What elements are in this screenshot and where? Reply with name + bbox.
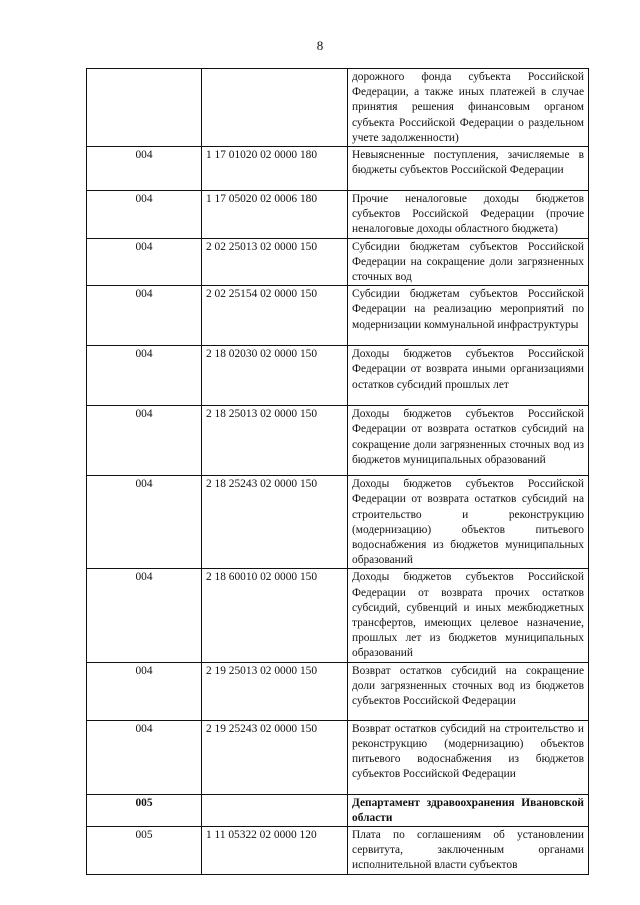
description-cell: Невыясненные поступления, зачисляемые в бюджеты субъектов Российской Федерации [348,147,589,191]
budget-code-cell: 2 18 60010 02 0000 150 [202,569,348,662]
table-row [87,476,589,569]
budget-code-cell: 1 17 05020 02 0006 180 [202,191,348,239]
description-cell: Субсидии бюджетам субъектов Российской Федерации на сокращение доли загрязненных сточных вод [348,238,589,286]
table-row [87,662,589,720]
budget-code-cell: 1 11 05322 02 0000 120 [202,827,348,875]
admin-code-cell: 005 [87,794,202,826]
table-row [87,69,589,147]
description-cell: дорожного фонда субъекта Российской Федерации, а также иных платежей в случае принятия решения финансовым органом субъекта Российской Федерации о раздельном учете задолженности) [348,69,589,147]
table-row [87,720,589,794]
description-cell: Возврат остатков субсидий на строительство и реконструкцию (модернизацию) объектов питьевого водоснабжения из бюджетов субъектов Российской Федерации [348,720,589,794]
admin-code-cell [87,69,202,147]
budget-code-cell: 2 19 25243 02 0000 150 [202,720,348,794]
admin-code-cell: 004 [87,406,202,476]
table-row [87,346,589,406]
revenue-codes-table [86,68,589,875]
table-row [87,406,589,476]
description-cell: Возврат остатков субсидий на сокращение доли загрязненных сточных вод из бюджетов субъектов Российской Федерации [348,662,589,720]
description-cell: Доходы бюджетов субъектов Российской Федерации от возврата остатков субсидий на сокращение доли загрязненных сточных вод из бюджетов муниципальных образований [348,406,589,476]
admin-code-cell: 004 [87,662,202,720]
description-cell: Доходы бюджетов субъектов Российской Федерации от возврата иными организациями остатков субсидий прошлых лет [348,346,589,406]
budget-code-cell: 2 02 25013 02 0000 150 [202,238,348,286]
budget-code-cell: 1 17 01020 02 0000 180 [202,147,348,191]
admin-code-cell: 004 [87,147,202,191]
admin-code-cell: 004 [87,346,202,406]
table-row [87,286,589,346]
admin-code-cell: 004 [87,286,202,346]
budget-code-cell: 2 02 25154 02 0000 150 [202,286,348,346]
description-cell: Субсидии бюджетам субъектов Российской Федерации на реализацию мероприятий по модернизации коммунальной инфраструктуры [348,286,589,346]
admin-code-cell: 005 [87,827,202,875]
table-row [87,147,589,191]
admin-code-cell: 004 [87,238,202,286]
admin-code-cell: 004 [87,569,202,662]
budget-code-cell: 2 18 25243 02 0000 150 [202,476,348,569]
budget-code-cell [202,794,348,826]
table-row [87,191,589,239]
budget-code-cell: 2 18 02030 02 0000 150 [202,346,348,406]
budget-code-cell: 2 18 25013 02 0000 150 [202,406,348,476]
page-number: 8 [316,38,324,53]
admin-code-cell: 004 [87,191,202,239]
description-cell: Доходы бюджетов субъектов Российской Федерации от возврата прочих остатков субсидий, субвенций и иных межбюджетных трансфертов, имеющих целевое назначение, прошлых лет из бюджетов муниципальных образований [348,569,589,662]
admin-code-cell: 004 [87,476,202,569]
department-name-cell: Департамент здравоохранения Ивановской области [348,794,589,826]
table-row [87,569,589,662]
admin-code-cell: 004 [87,720,202,794]
budget-code-cell: 2 19 25013 02 0000 150 [202,662,348,720]
description-cell: Плата по соглашениям об установлении сервитута, заключенным органами исполнительной власти субъектов [348,827,589,875]
description-cell: Доходы бюджетов субъектов Российской Федерации от возврата остатков субсидий на строительство и реконструкцию (модернизацию) объектов питьевого водоснабжения из бюджетов муниципальных образований [348,476,589,569]
table-row [87,827,589,875]
table-row [87,238,589,286]
department-row [87,794,589,826]
description-cell: Прочие неналоговые доходы бюджетов субъектов Российской Федерации (прочие неналоговые доходы областного бюджета) [348,191,589,239]
budget-code-cell [202,69,348,147]
